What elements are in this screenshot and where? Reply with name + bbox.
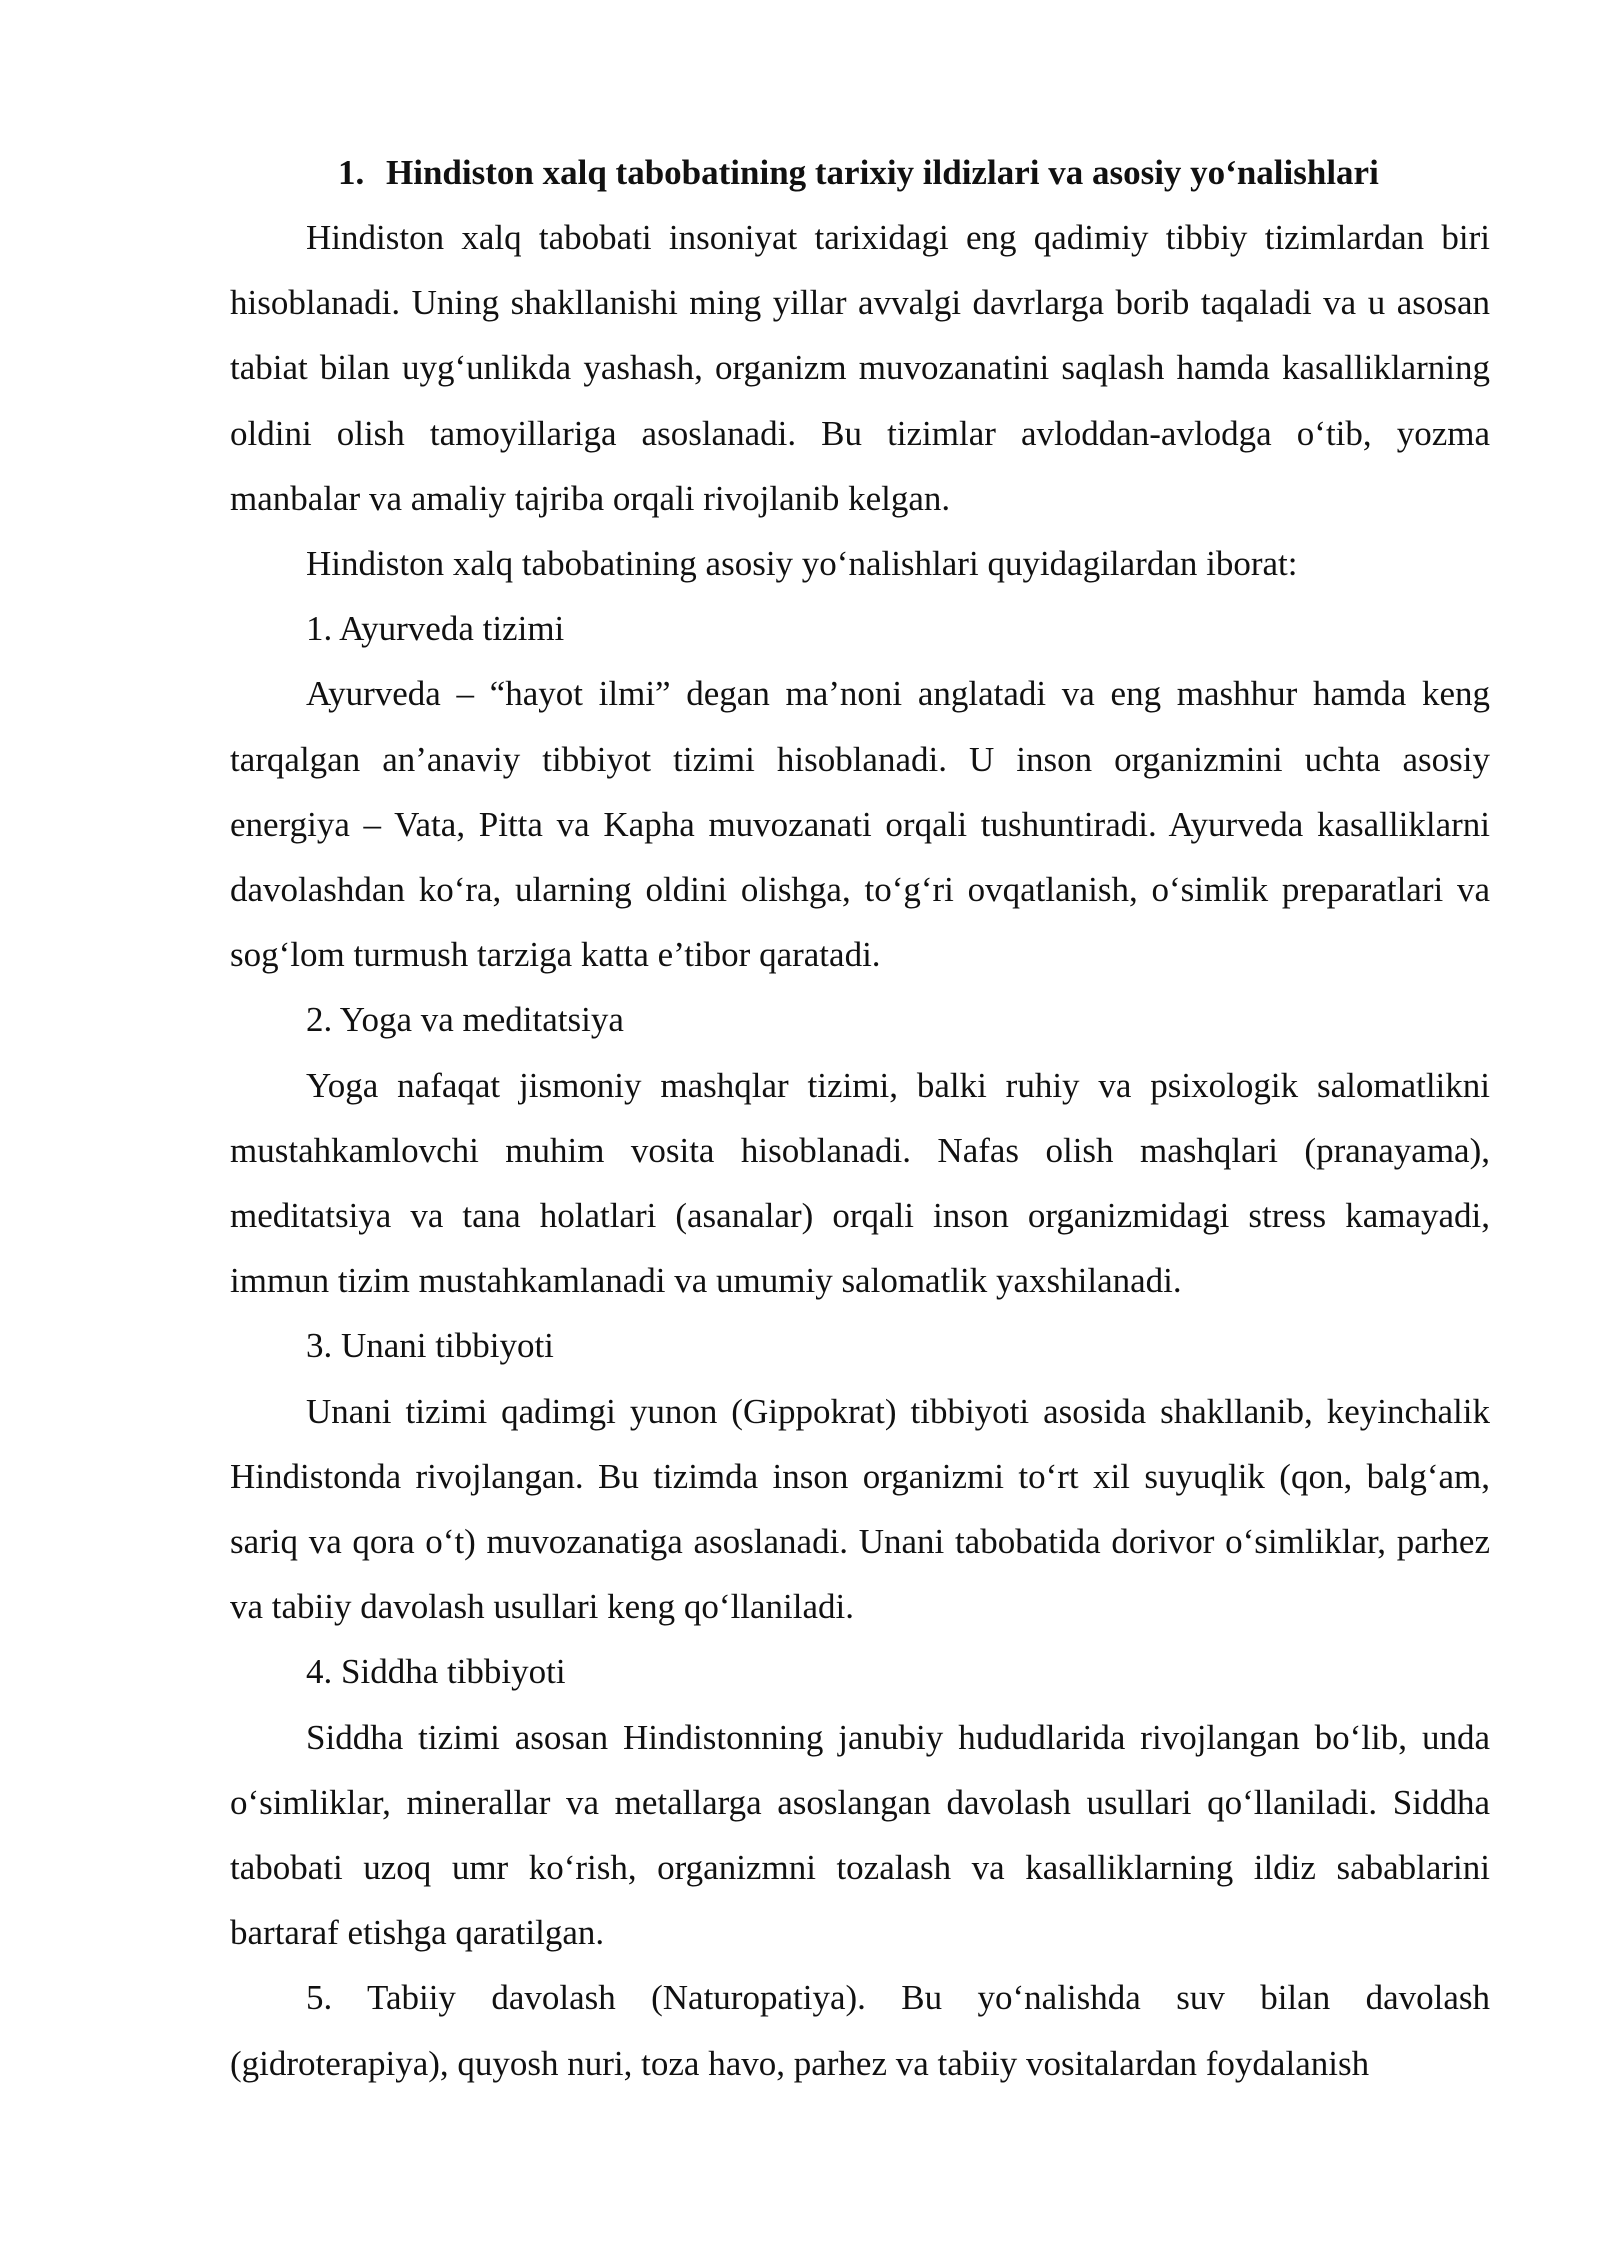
subheading-ayurveda: 1. Ayurveda tizimi bbox=[306, 609, 565, 649]
section-number: 1. bbox=[338, 153, 365, 192]
subheading-unani: 3. Unani tibbiyoti bbox=[306, 1326, 554, 1366]
paragraph-intro: Hindiston xalq tabobati insoniyat tarixidagi eng qadimiy tibbiy tizimlardan biri hisoblanadi. Uning shakllanishi ming yillar avvalgi davrlarga borib taqaladi va u asosan tabiat bilan uyg‘unlikda yashash, organizm muvozanatini saqlash hamda kasalliklarning oldini olish tamoyillariga asoslanadi. Bu tizimlar avloddan-avlodga o‘tib, yozma manbalar va amaliy tajriba orqali rivojlanib kelgan. bbox=[230, 218, 1490, 518]
subheading-yoga: 2. Yoga va meditatsiya bbox=[306, 1000, 624, 1040]
paragraph-unani: Unani tizimi qadimgi yunon (Gippokrat) tibbiyoti asosida shakllanib, keyinchalik Hindistonda rivojlangan. Bu tizimda inson organizmi to‘rt xil suyuqlik (qon, balg‘am, sariq va qora o‘t) muvozanatiga asoslanadi. Unani tabobatida dorivor o‘simliklar, parhez va tabiiy davolash usullari keng qo‘llaniladi. bbox=[230, 1391, 1490, 1627]
subheading-siddha: 4. Siddha tibbiyoti bbox=[306, 1652, 566, 1692]
document-body bbox=[230, 140, 1490, 2096]
section-title: Hindiston xalq tabobatining tarixiy ildizlari va asosiy yo‘nalishlari bbox=[386, 153, 1379, 192]
paragraph-directions-intro: Hindiston xalq tabobatining asosiy yo‘nalishlari quyidagilardan iborat: bbox=[306, 544, 1298, 584]
paragraph-naturopathy: 5. Tabiiy davolash (Naturopatiya). Bu yo‘nalishda suv bilan davolash (gidroterapiya), quyosh nuri, toza havo, parhez va tabiiy vositalardan foydalanish bbox=[230, 1978, 1490, 2083]
paragraph-ayurveda: Ayurveda – “hayot ilmi” degan ma’noni anglatadi va eng mashhur hamda keng tarqalgan an’anaviy tibbiyot tizimi hisoblanadi. U inson organizmini uchta asosiy energiya – Vata, Pitta va Kapha muvozanati orqali tushuntiradi. Ayurveda kasalliklarni davolashdan ko‘ra, ularning oldini olishga, to‘g‘ri ovqatlanish, o‘simlik preparatlari va sog‘lom turmush tarziga katta e’tibor qaratadi. bbox=[230, 674, 1490, 975]
section-heading bbox=[230, 140, 1490, 205]
paragraph-siddha: Siddha tizimi asosan Hindistonning janubiy hududlarida rivojlangan bo‘lib, unda o‘simliklar, minerallar va metallarga asoslangan davolash usullari qo‘llaniladi. Siddha tabobati uzoq umr ko‘rish, organizmni tozalash va kasalliklarning ildiz sabablarini bartaraf etishga qaratilgan. bbox=[230, 1717, 1490, 1953]
paragraph-yoga: Yoga nafaqat jismoniy mashqlar tizimi, balki ruhiy va psixologik salomatlikni mustahkamlovchi muhim vosita hisoblanadi. Nafas olish mashqlari (pranayama), meditatsiya va tana holatlari (asanalar) orqali inson organizmidagi stress kamayadi, immun tizim mustahkamlanadi va umumiy salomatlik yaxshilanadi. bbox=[230, 1065, 1490, 1301]
